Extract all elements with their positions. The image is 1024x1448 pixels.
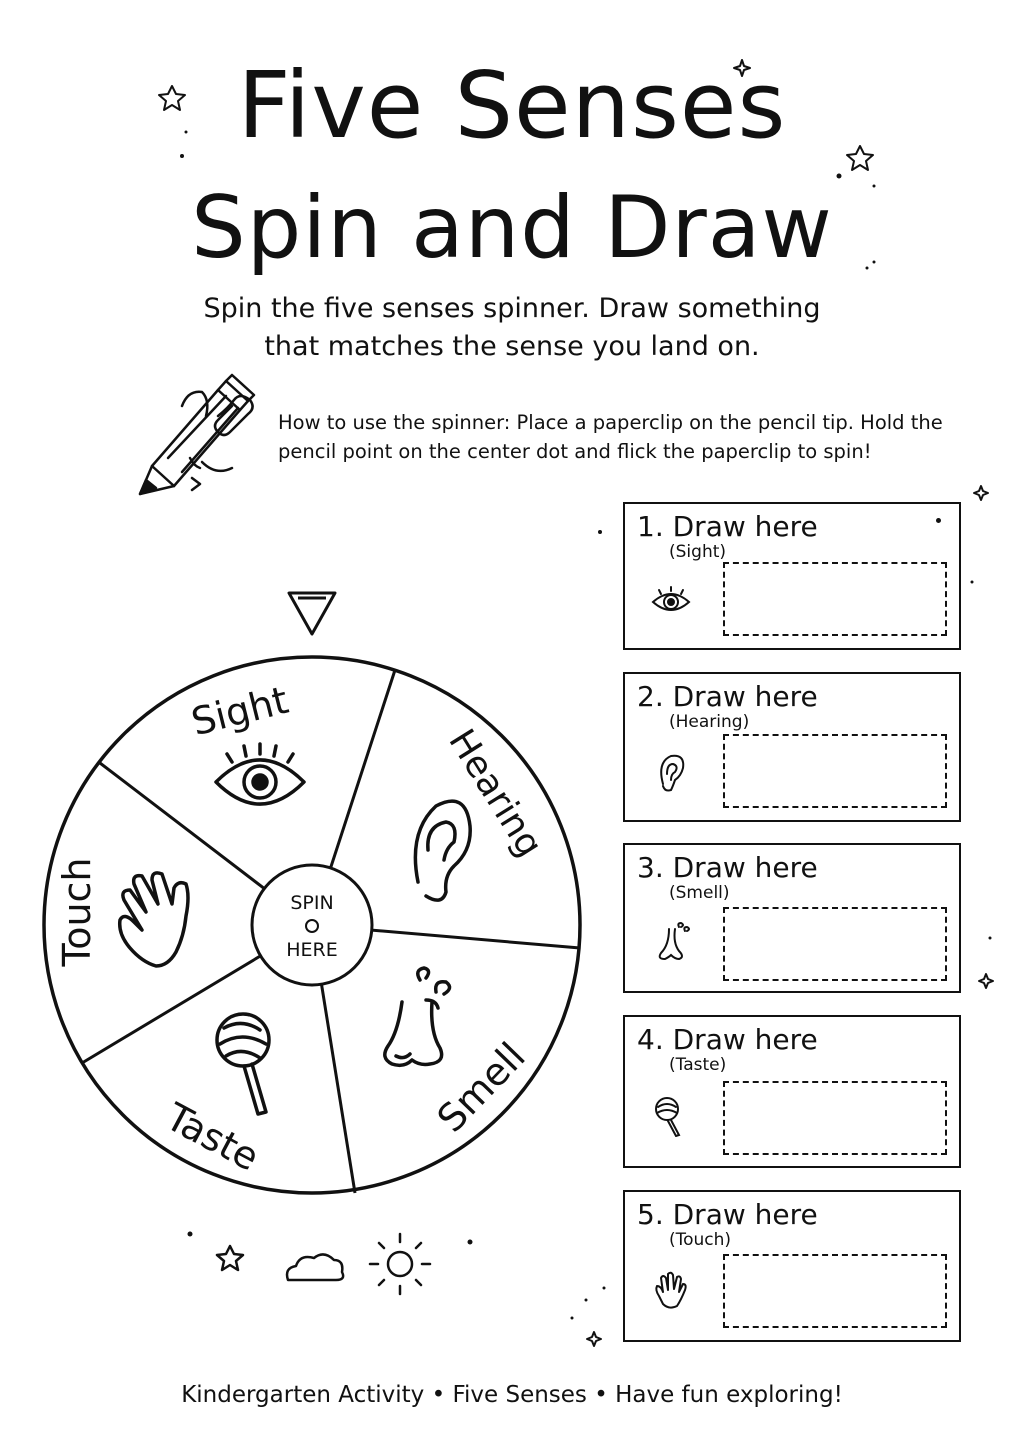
draw-box-title: 3. Draw here — [637, 851, 818, 884]
howto-line2: pencil point on the center dot and flick the paperclip to spin! — [278, 440, 872, 463]
segment-label-smell: Smell — [428, 1034, 534, 1141]
draw-box-title: 4. Draw here — [637, 1023, 818, 1056]
nose-icon — [385, 968, 450, 1065]
pencil-paperclip-icon — [132, 370, 262, 500]
footer: Kindergarten Activity • Five Senses • Have fun exploring! — [181, 1382, 843, 1408]
page-title-line1: Five Senses — [237, 52, 787, 159]
instructions — [0, 290, 1024, 366]
dot-decoration — [936, 518, 941, 523]
sun-icon — [370, 1234, 430, 1294]
cloud-icon — [287, 1254, 343, 1280]
draw-box-2 — [623, 672, 961, 822]
ear-icon — [415, 801, 470, 900]
draw-box-sense: (Touch) — [669, 1230, 732, 1250]
five-senses-spinner — [40, 585, 600, 1215]
draw-box-title: 2. Draw here — [637, 680, 818, 713]
page-title-line2: Spin and Draw — [191, 178, 833, 278]
drawing-area[interactable] — [723, 562, 947, 636]
lollipop-icon — [649, 1093, 693, 1137]
star-icon — [847, 146, 873, 170]
draw-box-4 — [623, 1015, 961, 1168]
title-stars-decoration — [0, 0, 1024, 300]
draw-box-sense: (Taste) — [669, 1055, 727, 1075]
draw-box-sense: (Sight) — [669, 542, 727, 562]
eye-icon — [216, 744, 304, 804]
instructions-line2: that matches the sense you land on. — [264, 331, 760, 362]
hand-icon — [649, 1268, 693, 1312]
eye-icon — [649, 580, 693, 624]
sparkle-icon — [734, 60, 750, 76]
spin-center-bottom: HERE — [286, 939, 338, 961]
sparkle-icon — [979, 974, 993, 988]
howto-line1: How to use the spinner: Place a paperclip on the pencil tip. Hold the — [278, 411, 943, 434]
segment-label-sight: Sight — [186, 677, 293, 745]
star-icon — [217, 1246, 243, 1270]
draw-box-sense: (Smell) — [669, 883, 730, 903]
hand-icon — [120, 873, 188, 966]
spin-center-top: SPIN — [290, 892, 334, 914]
lollipop-icon — [217, 1014, 269, 1114]
center-dot — [306, 920, 318, 932]
draw-box-3 — [623, 843, 961, 993]
drawing-area[interactable] — [723, 734, 947, 808]
nose-icon — [649, 921, 693, 965]
sparkle-icon — [587, 1332, 601, 1346]
draw-box-5 — [623, 1190, 961, 1342]
drawing-area[interactable] — [723, 1081, 947, 1155]
bottom-decoration — [180, 1220, 490, 1300]
sparkle-icon — [974, 486, 988, 500]
instructions-line1: Spin the five senses spinner. Draw something — [203, 293, 821, 324]
draw-box-1 — [623, 502, 961, 650]
segment-label-touch: Touch — [55, 857, 99, 967]
drawing-area[interactable] — [723, 907, 947, 981]
ear-icon — [649, 750, 693, 794]
spinner-howto — [278, 408, 978, 466]
star-icon — [159, 86, 185, 110]
segment-label-taste: Taste — [158, 1094, 267, 1180]
draw-box-sense: (Hearing) — [669, 712, 750, 732]
draw-box-title: 5. Draw here — [637, 1198, 818, 1231]
draw-box-title: 1. Draw here — [637, 510, 818, 543]
pointer-icon — [289, 593, 335, 634]
segment-label-hearing: Hearing — [440, 722, 551, 865]
drawing-area[interactable] — [723, 1254, 947, 1328]
